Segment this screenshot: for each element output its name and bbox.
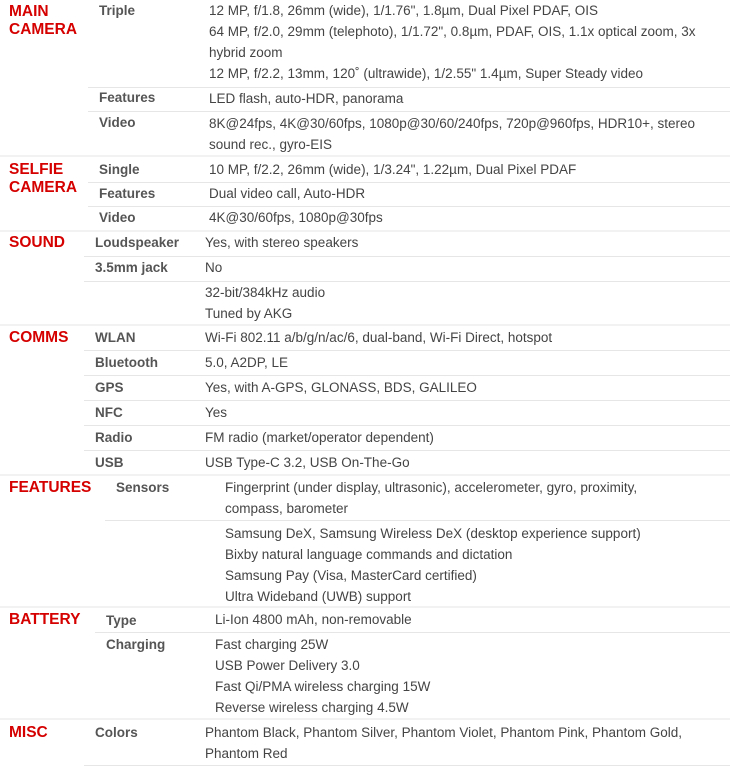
spec-value [205,352,288,373]
spec-label: NFC [95,405,123,420]
spec-value [209,207,383,228]
spec-value-line: Yes [205,405,228,420]
spec-row-charging [95,633,730,718]
main-camera-section [0,0,730,156]
spec-value-line: 12 MP, f/1.8, 26mm (wide), 1/1.76", 1.8µm, Dual Pixel PDAF, OIS [209,3,598,18]
spec-value-line: 5.0, A2DP, LE [205,355,289,370]
spec-value-line: USB Power Delivery 3.0 [215,658,360,673]
section-divider [0,155,730,157]
spec-value [209,113,695,155]
spec-row-radio [84,426,730,451]
spec-row-main-features [88,87,730,112]
spec-value-line: Fast charging 25W [215,637,329,652]
spec-value-line: No [205,260,223,275]
spec-row-bluetooth [84,351,730,376]
spec-label: Single [99,162,140,177]
spec-value-line: Tuned by AKG [205,306,293,321]
spec-row-gps [84,376,730,401]
spec-value [205,282,325,324]
spec-value-line: Fast Qi/PMA wireless charging 15W [215,679,431,694]
spec-value-line: Phantom Black, Phantom Silver, Phantom Violet, Phantom Pink, Phantom Gold, [205,725,683,740]
spec-row-features-extra [105,521,730,608]
spec-label: Triple [99,3,136,18]
spec-value-line: Samsung DeX, Samsung Wireless DeX (desktop experience support) [225,526,641,541]
selfie-camera-section [0,158,730,230]
comms-section [0,326,730,474]
spec-label: Sensors [116,480,170,495]
spec-value [209,183,365,204]
spec-label: 3.5mm jack [95,260,168,275]
sound-section [0,232,730,324]
spec-value [225,477,637,519]
selfie-camera-title-line1: SELFIE [9,161,64,178]
spec-value [209,159,576,180]
spec-value-line: FM radio (market/operator dependent) [205,430,434,445]
comms-title: COMMS [9,329,69,346]
spec-value-line: Reverse wireless charging 4.5W [215,700,409,715]
spec-row-selfie-features [88,183,730,207]
spec-value-line: 12 MP, f/2.2, 13mm, 120˚ (ultrawide), 1/2.55" 1.4µm, Super Steady video [209,66,644,81]
spec-value-line: Dual video call, Auto-HDR [209,186,366,201]
spec-label: Radio [95,430,133,445]
spec-row-usb [84,451,730,474]
spec-value [205,257,222,278]
spec-value-line: Wi-Fi 802.11 a/b/g/n/ac/6, dual-band, Wi-Fi Direct, hotspot [205,330,553,345]
spec-value [205,722,682,764]
spec-label: Video [99,115,136,130]
spec-value-line: Fingerprint (under display, ultrasonic), accelerometer, gyro, proximity, [225,480,638,495]
spec-value [215,634,430,718]
spec-row-nfc [84,401,730,426]
battery-title: BATTERY [9,611,81,628]
spec-value [225,523,641,607]
spec-value-line: 32-bit/384kHz audio [205,285,326,300]
spec-value-line: Samsung Pay (Visa, MasterCard certified) [225,568,477,583]
spec-value-line: Ultra Wideband (UWB) support [225,589,412,604]
spec-value-line: compass, barometer [225,501,349,516]
spec-value-line: Bixby natural language commands and dictation [225,547,513,562]
spec-value [205,427,434,448]
spec-row-wlan [84,326,730,351]
spec-row-selfie-video [88,207,730,230]
spec-value-line: Li-Ion 4800 mAh, non-removable [215,612,412,627]
misc-section [0,720,730,778]
spec-value-line: 10 MP, f/2.2, 26mm (wide), 1/3.24", 1.22µm, Dual Pixel PDAF [209,162,577,177]
spec-row-colors [84,720,730,766]
spec-value [215,609,412,630]
spec-label: USB [95,455,124,470]
spec-row-jack [84,257,730,282]
spec-label: Colors [95,725,138,740]
spec-label: Features [99,90,156,105]
spec-value [205,452,410,473]
spec-row-battery-type [95,608,730,633]
spec-value-line: Phantom Red [205,746,288,761]
spec-row-loudspeaker [84,232,730,257]
spec-value-line: 64 MP, f/2.0, 29mm (telephoto), 1/1.72", 0.8µm, PDAF, OIS, 1.1x optical zoom, 3x [209,24,696,39]
spec-value [205,377,477,398]
spec-row-sensors [105,476,730,521]
spec-label: Loudspeaker [95,235,180,250]
sound-title: SOUND [9,234,65,251]
main-camera-title [9,3,77,39]
spec-row-sound-extra [84,282,730,324]
spec-value [205,327,552,348]
selfie-camera-title [9,161,77,197]
spec-value-line: Yes, with stereo speakers [205,235,359,250]
spec-value-line: sound rec., gyro-EIS [209,137,333,152]
spec-value-line: Yes, with A-GPS, GLONASS, BDS, GALILEO [205,380,477,395]
main-camera-title-line2: CAMERA [9,21,78,38]
spec-value-line: LED flash, auto-HDR, panorama [209,91,404,106]
spec-value-line: USB Type-C 3.2, USB On-The-Go [205,455,410,470]
selfie-camera-title-line2: CAMERA [9,179,78,196]
battery-section [0,608,730,718]
spec-row-main-triple [88,0,730,88]
features-title: FEATURES [9,479,92,496]
features-section [0,476,730,608]
spec-value-line: 4K@30/60fps, 1080p@30fps [209,210,383,225]
spec-label: Video [99,210,136,225]
spec-row-main-video [88,112,730,156]
spec-row-selfie-single [88,158,730,183]
spec-label: GPS [95,380,124,395]
spec-value [209,88,403,109]
spec-label: Features [99,186,156,201]
spec-label: Charging [106,637,166,652]
spec-value [209,0,696,84]
misc-title: MISC [9,724,48,741]
spec-label: WLAN [95,330,136,345]
main-camera-title-line1: MAIN [9,3,49,20]
spec-value-line: hybrid zoom [209,45,283,60]
spec-value [205,402,227,423]
spec-label: Bluetooth [95,355,158,370]
spec-label: Type [106,613,137,628]
spec-value-line: 8K@24fps, 4K@30/60fps, 1080p@30/60/240fps, 720p@960fps, HDR10+, stereo [209,116,696,131]
spec-value [205,232,358,253]
